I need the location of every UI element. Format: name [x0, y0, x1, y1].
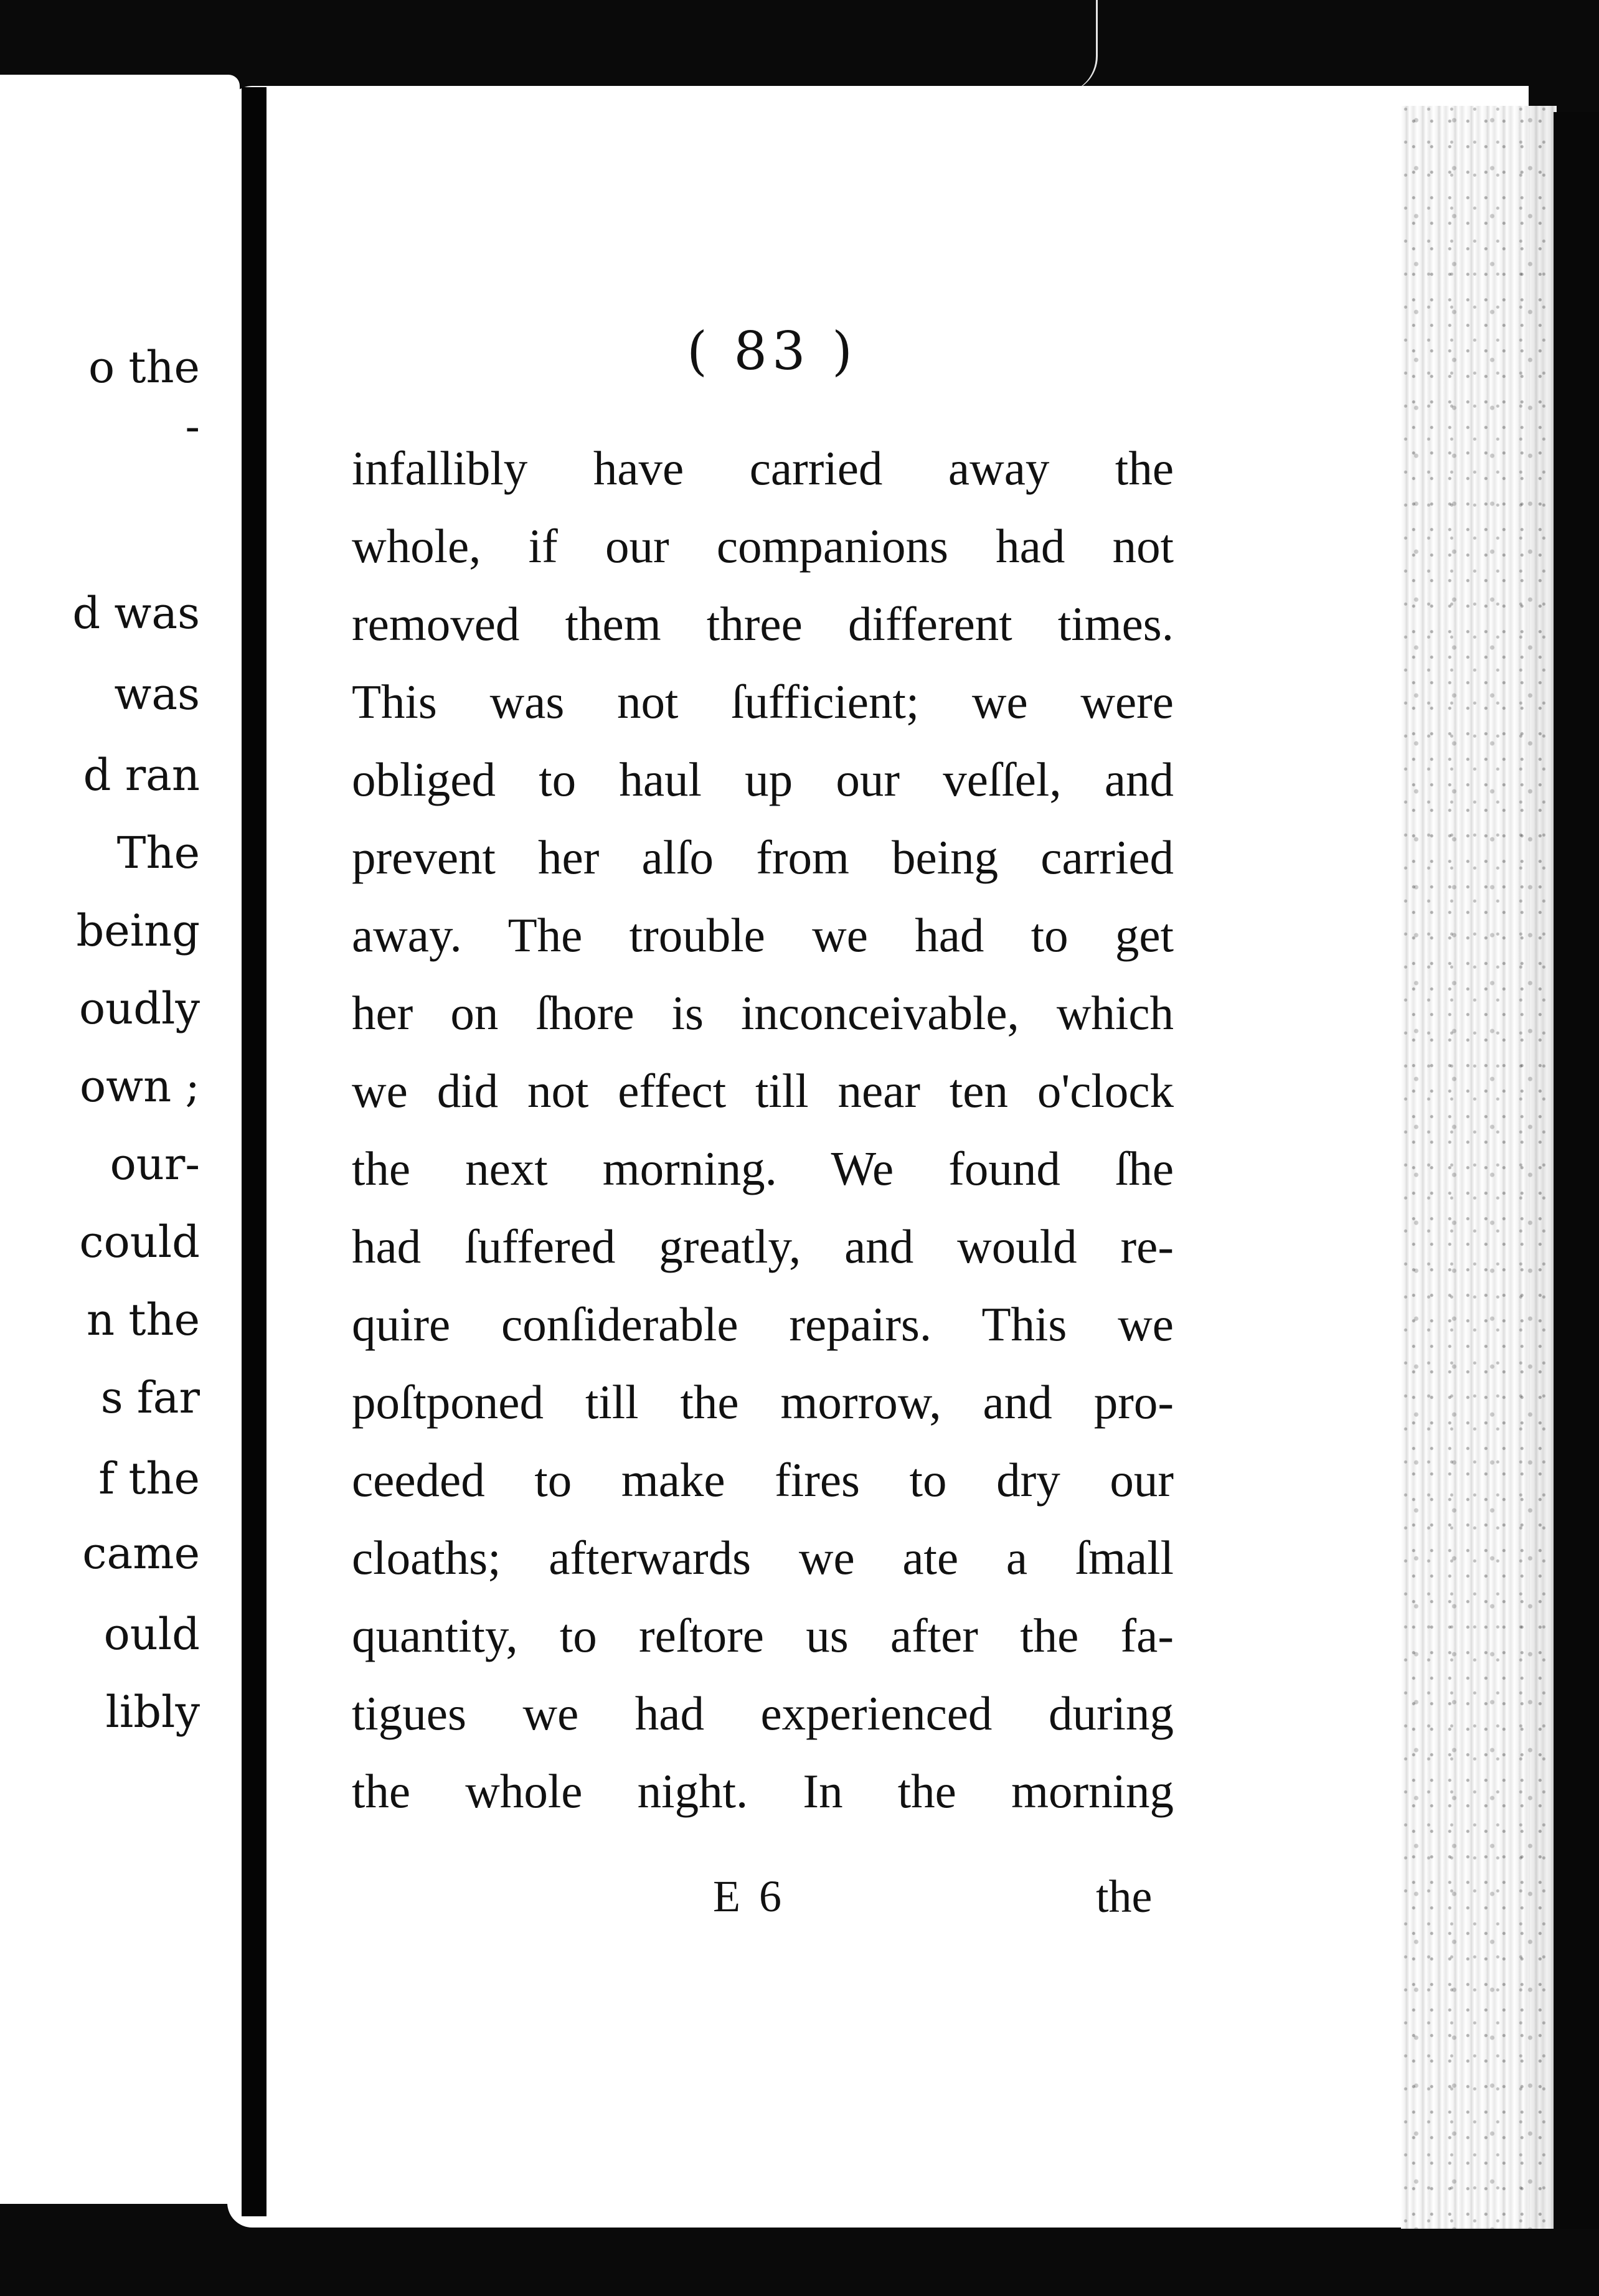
page-edge	[1401, 106, 1557, 2229]
left-page-line: being	[76, 905, 200, 956]
text-line: ceeded to make fires to dry our	[352, 1453, 1174, 1507]
left-page-line: oudly	[79, 983, 200, 1034]
text-line: had ſuffered greatly, and would re-	[352, 1220, 1174, 1273]
left-page-line: our-	[110, 1139, 200, 1190]
left-page-line: own ;	[80, 1061, 200, 1112]
left-page-line: d was	[72, 588, 200, 639]
left-page	[0, 75, 240, 2204]
left-page-line: o the	[88, 342, 200, 393]
left-page-line: libly	[105, 1687, 200, 1738]
text-line: tigues we had experienced during	[352, 1687, 1174, 1740]
page-edge-shadow	[1554, 112, 1599, 2229]
paper-fiber	[1059, 0, 1098, 93]
text-line: we did not effect till near ten o'clock	[352, 1064, 1174, 1117]
left-page-line: The	[116, 827, 200, 878]
page-number: ( 83 )	[687, 321, 857, 382]
text-line: away. The trouble we had to get	[352, 908, 1174, 962]
text-line: whole, if our companions had not	[352, 519, 1174, 573]
text-line: her on ſhore is inconceivable, which	[352, 986, 1174, 1040]
text-line: poſtponed till the morrow, and pro-	[352, 1375, 1174, 1429]
text-line: prevent her alſo from being carried	[352, 830, 1174, 884]
text-line: quantity, to reſtore us after the fa-	[352, 1609, 1174, 1662]
text-line: This was not ſufficient; we were	[352, 675, 1174, 728]
left-page-line: n the	[87, 1294, 200, 1345]
body-text	[352, 430, 1174, 1830]
signature-mark: E 6	[713, 1871, 785, 1921]
left-page-line: was	[114, 669, 200, 720]
left-page-line: came	[82, 1528, 200, 1579]
left-page-line: could	[79, 1216, 200, 1268]
left-page-line: d ran	[83, 750, 200, 801]
text-line: removed them three different times.	[352, 597, 1174, 651]
text-line: infallibly have carried away the	[352, 441, 1174, 495]
text-line: cloaths; afterwards we ate a ſmall	[352, 1531, 1174, 1584]
text-line: the whole night. In the morning	[352, 1764, 1174, 1818]
gutter	[242, 87, 266, 2216]
text-line: the next morning. We found ſhe	[352, 1142, 1174, 1195]
catchword: the	[1096, 1871, 1153, 1922]
left-page-line: f the	[98, 1453, 200, 1504]
left-page-line: -	[185, 401, 200, 452]
text-line: obliged to haul up our veſſel, and	[352, 753, 1174, 806]
left-page-line: ould	[103, 1609, 200, 1660]
left-page-line: s far	[100, 1372, 200, 1423]
text-line: quire conſiderable repairs. This we	[352, 1297, 1174, 1351]
